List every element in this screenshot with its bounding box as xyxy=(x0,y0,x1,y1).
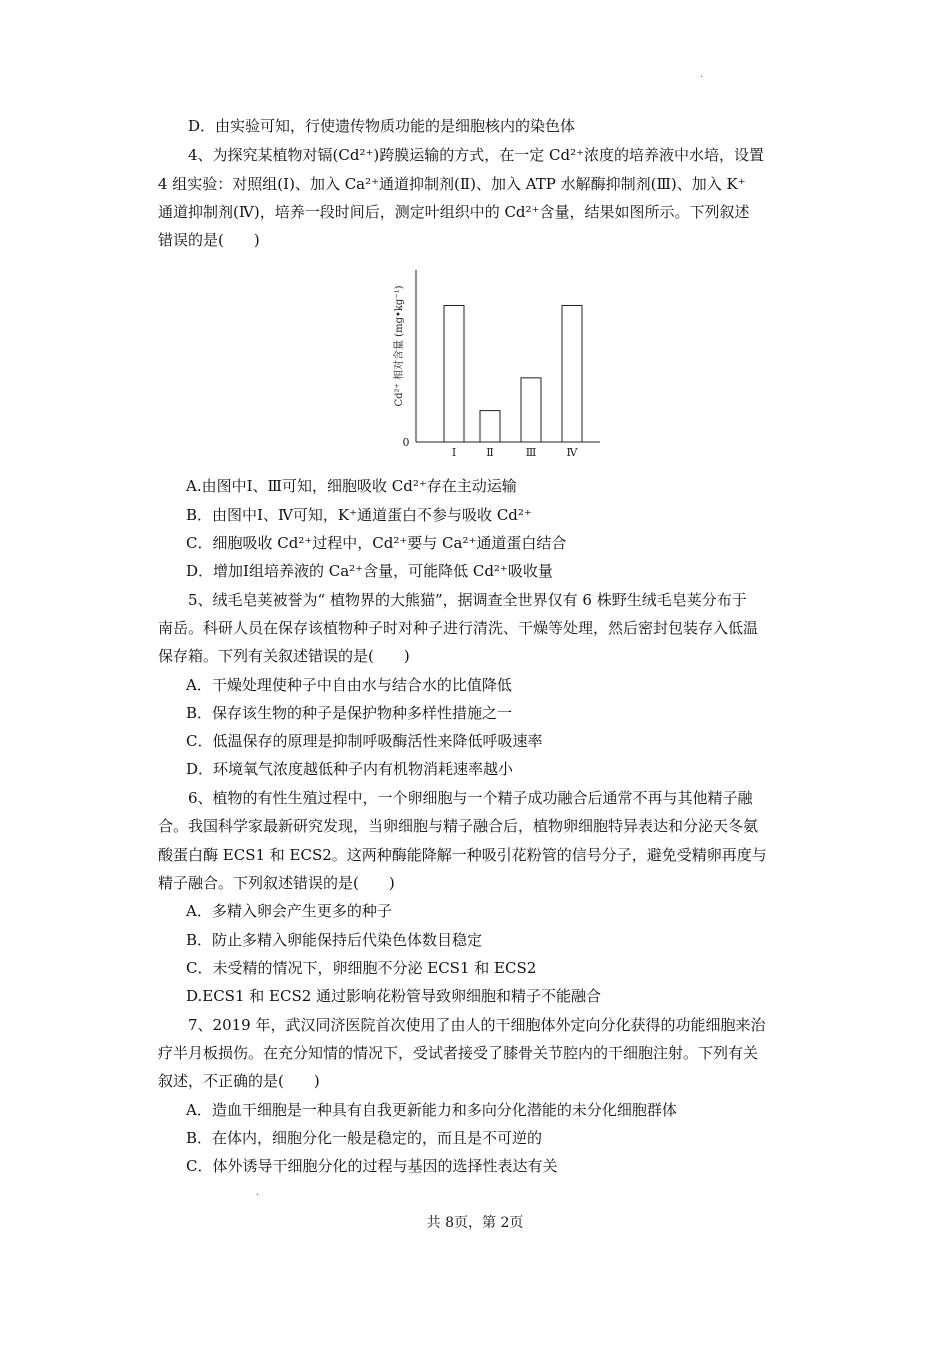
option-b: B．在体内，细胞分化一般是稳定的，而且是不可逆的 xyxy=(186,1129,543,1147)
option-c: C．细胞吸收 Cd²⁺过程中，Cd²⁺要与 Ca²⁺通道蛋白结合 xyxy=(186,534,567,552)
question-7-line: 叙述，不正确的是( ) xyxy=(158,1072,320,1090)
x-tick-label: Ⅳ xyxy=(566,446,578,459)
question-4-line: 通道抑制剂(Ⅳ)，培养一段时间后，测定叶组织中的 Cd²⁺含量，结果如图所示。下列叙述 xyxy=(158,203,750,221)
question-6-line: 酸蛋白酶 ECS1 和 ECS2。这两种酶能降解一种吸引花粉管的信号分子，避免受精卵再度与 xyxy=(158,846,767,864)
option-c: C．未受精的情况下，卵细胞不分泌 ECS1 和 ECS2 xyxy=(186,959,537,977)
question-4-line: 4、为探究某植物对镉(Cd²⁺)跨膜运输的方式，在一定 Cd²⁺浓度的培养液中水培，设置 xyxy=(188,146,765,164)
question-6-line: 精子融合。下列叙述错误的是( ) xyxy=(158,874,395,892)
question-4-line: 错误的是( ) xyxy=(158,231,260,249)
question-5-line: 保存箱。下列有关叙述错误的是( ) xyxy=(158,647,410,665)
option-d: D．增加Ⅰ组培养液的 Ca²⁺含量，可能降低 Cd²⁺吸收量 xyxy=(186,562,553,580)
x-tick-label: Ⅰ xyxy=(451,446,457,459)
option-d: D．环境氧气浓度越低种子内有机物消耗速率越小 xyxy=(186,760,514,778)
option-d: D.ECS1 和 ECS2 通过影响花粉管导致卵细胞和精子不能融合 xyxy=(186,987,602,1005)
origin-label: 0 xyxy=(402,436,410,449)
option-c: C．低温保存的原理是抑制呼吸酶活性来降低呼吸速率 xyxy=(186,732,543,750)
page-footer: 共 8页，第 2页 xyxy=(426,1215,524,1231)
y-axis-label: Cd²⁺ 相对含量 (mg•kg⁻¹) xyxy=(394,285,405,407)
option-b: B．由图中Ⅰ、Ⅳ可知，K⁺通道蛋白不参与吸收 Cd²⁺ xyxy=(186,506,532,524)
decorative-dot-bottom: · xyxy=(256,1190,260,1201)
bar-4 xyxy=(562,305,582,442)
option-a: A.由图中Ⅰ、Ⅲ可知，细胞吸收 Cd²⁺存在主动运输 xyxy=(186,477,517,495)
cd-content-bar-chart xyxy=(380,262,610,467)
option-c: C．体外诱导干细胞分化的过程与基因的选择性表达有关 xyxy=(186,1157,558,1175)
question-7-line: 疗半月板损伤。在充分知情的情况下，受试者接受了膝骨关节腔内的干细胞注射。下列有关 xyxy=(158,1044,759,1062)
bar-1 xyxy=(444,305,464,442)
option-b: B．防止多精入卵能保持后代染色体数目稳定 xyxy=(186,931,483,949)
option-a: A．多精入卵会产生更多的种子 xyxy=(186,902,392,920)
option-b: B．保存该生物的种子是保护物种多样性措施之一 xyxy=(186,704,513,722)
question-7-line: 7、2019 年，武汉同济医院首次使用了由人的干细胞体外定向分化获得的功能细胞来治 xyxy=(188,1016,766,1034)
question-5-line: 南岳。科研人员在保存该植物种子时对种子进行清洗、干燥等处理，然后密封包装存入低温 xyxy=(158,619,759,637)
decorative-dot-top: · xyxy=(700,72,704,83)
question-6-line: 合。我国科学家最新研究发现，当卵细胞与精子融合后，植物卵细胞特异表达和分泌天冬氨 xyxy=(158,817,759,835)
question-6-line: 6、植物的有性生殖过程中，一个卵细胞与一个精子成功融合后通常不再与其他精子融 xyxy=(188,789,753,807)
question-4-line: 4 组实验：对照组(Ⅰ)、加入 Ca²⁺通道抑制剂(Ⅱ)、加入 ATP 水解酶抑制剂(Ⅲ)、加入 K⁺ xyxy=(158,175,746,193)
option-a: A．干燥处理使种子中自由水与结合水的比值降低 xyxy=(186,676,512,694)
option-a: A．造血干细胞是一种具有自我更新能力和多向分化潜能的未分化细胞群体 xyxy=(186,1101,677,1119)
text-line: D．由实验可知，行使遗传物质功能的是细胞核内的染色体 xyxy=(188,117,576,135)
x-tick-label: Ⅱ xyxy=(486,446,494,459)
x-tick-label: Ⅲ xyxy=(525,446,537,459)
question-5-line: 5、绒毛皂荚被誉为“ 植物界的大熊猫”，据调查全世界仅有 6 株野生绒毛皂荚分布于 xyxy=(188,591,747,609)
bar-2 xyxy=(480,411,500,442)
bar-3 xyxy=(521,378,541,442)
